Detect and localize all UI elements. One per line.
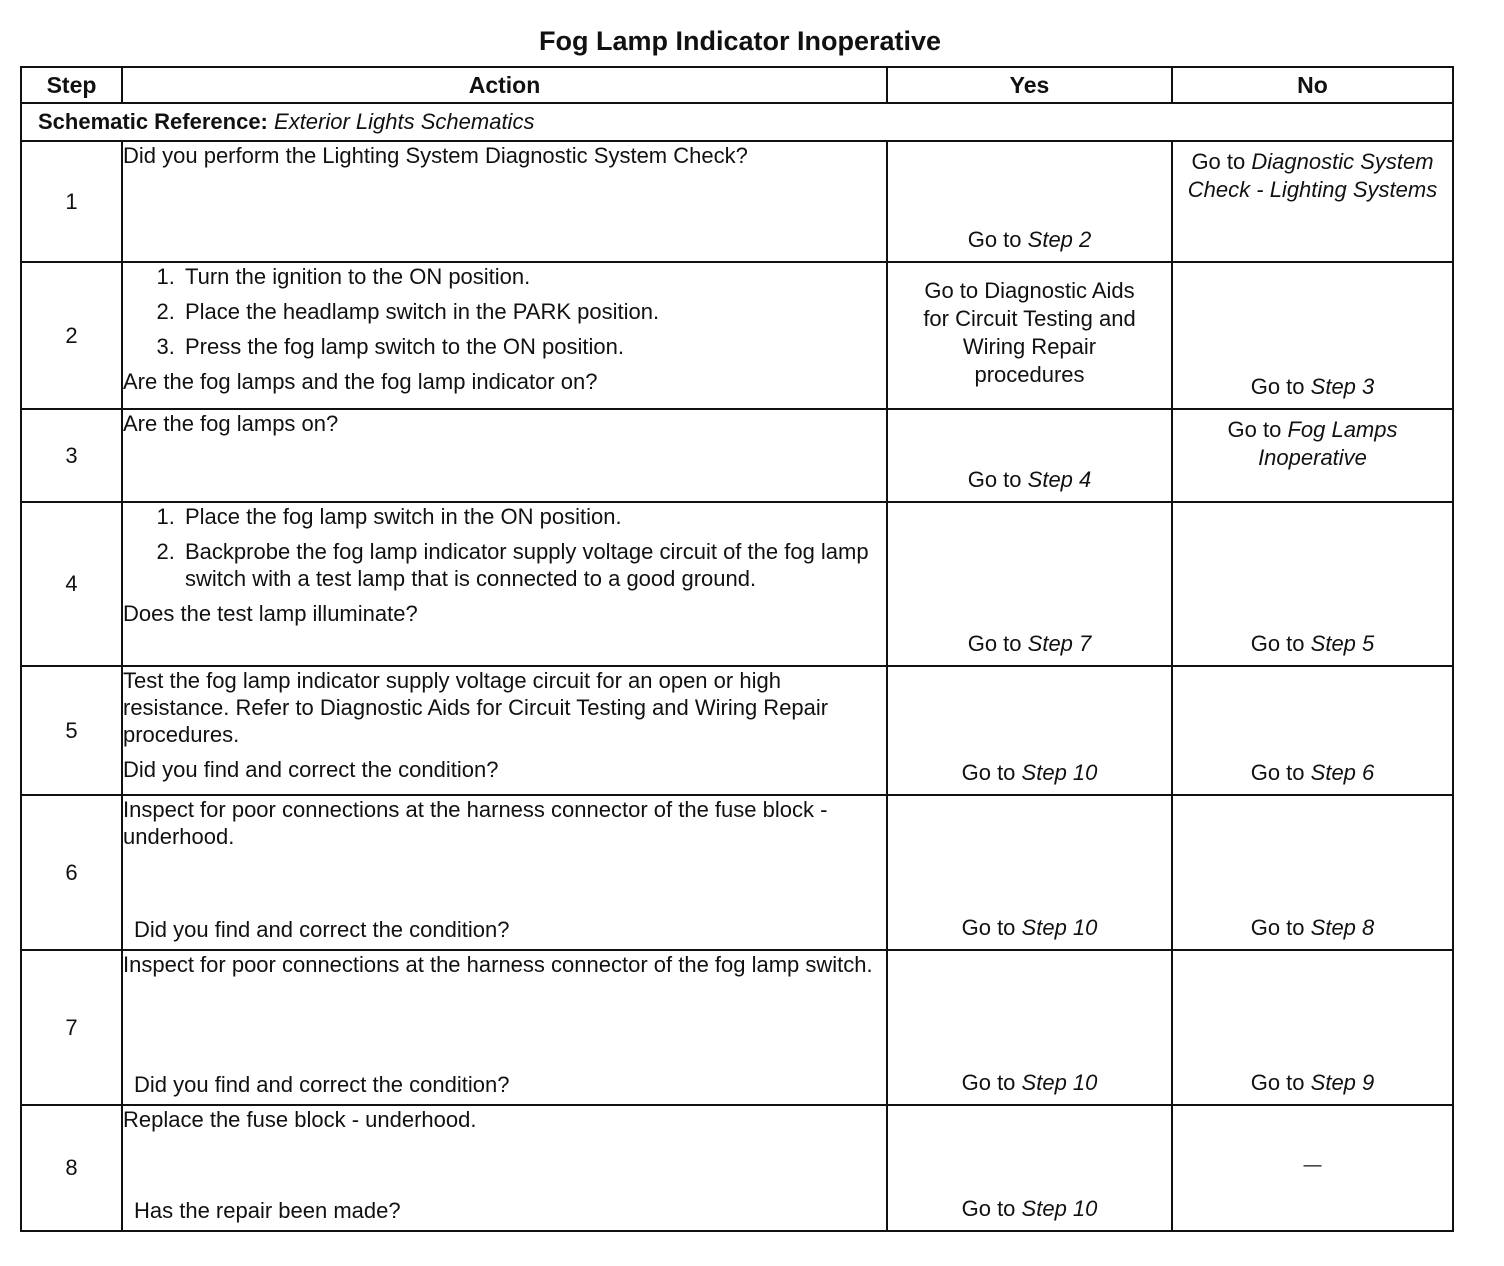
action-cell	[122, 666, 887, 795]
yes-link[interactable]: Step 10	[1021, 760, 1098, 785]
no-cell	[1172, 666, 1453, 795]
no-prefix: Go to	[1250, 1070, 1305, 1095]
action-question: Did you find and correct the condition?	[134, 1072, 510, 1097]
diagnostic-table	[20, 66, 1454, 1232]
action-text: Did you perform the Lighting System Diagnostic System Check?	[123, 143, 748, 168]
no-prefix: Go to	[1250, 374, 1305, 399]
no-cell	[1172, 950, 1453, 1105]
action-text: Replace the fuse block - underhood.	[123, 1107, 477, 1132]
step-number: 2	[21, 262, 122, 409]
action-step: 1. Place the fog lamp switch in the ON position.	[181, 503, 886, 530]
no-cell	[1172, 502, 1453, 666]
no-link[interactable]: Step 6	[1310, 760, 1375, 785]
document-title: Fog Lamp Indicator Inoperative	[538, 26, 942, 56]
action-text: Inspect for poor connections at the harness connector of the fuse block - underhood.	[123, 797, 828, 849]
table-row	[21, 262, 1453, 409]
yes-prefix: Go to	[961, 915, 1016, 940]
step-number: 3	[21, 409, 122, 502]
action-question: Does the test lamp illuminate?	[123, 601, 418, 626]
table-row	[21, 795, 1453, 950]
schematic-reference-link[interactable]: Exterior Lights Schematics	[274, 109, 535, 134]
yes-link[interactable]: Step 10	[1021, 915, 1098, 940]
action-question: Are the fog lamps and the fog lamp indicator on?	[123, 369, 598, 394]
no-cell	[1172, 795, 1453, 950]
yes-cell	[887, 262, 1172, 409]
no-link[interactable]: Step 8	[1310, 915, 1375, 940]
no-cell	[1172, 141, 1453, 262]
action-step: 2. Backprobe the fog lamp indicator supply voltage circuit of the fog lamp switch with a test lamp that is connected to a good ground.	[181, 538, 886, 592]
no-link[interactable]: Diagnostic System Check - Lighting Systems	[1187, 149, 1438, 202]
table-row	[21, 502, 1453, 666]
table-row	[21, 666, 1453, 795]
action-cell	[122, 1105, 887, 1231]
yes-cell	[887, 141, 1172, 262]
yes-prefix: Go to	[961, 1196, 1016, 1221]
yes-prefix: Go to	[961, 760, 1016, 785]
yes-prefix: Go to	[967, 631, 1022, 656]
no-action-dash: —	[1303, 1154, 1322, 1175]
action-cell	[122, 409, 887, 502]
no-prefix: Go to	[1250, 760, 1305, 785]
action-question: Did you find and correct the condition?	[134, 917, 510, 942]
no-cell	[1172, 409, 1453, 502]
yes-cell	[887, 502, 1172, 666]
no-link[interactable]: Step 5	[1310, 631, 1375, 656]
yes-link[interactable]: Go to Diagnostic Aids for Circuit Testing and Wiring Repair procedures	[923, 278, 1136, 387]
yes-cell	[887, 1105, 1172, 1231]
no-prefix: Go to	[1227, 417, 1282, 442]
header-row	[21, 67, 1453, 103]
step-number: 5	[21, 666, 122, 795]
no-link[interactable]: Fog Lamps Inoperative	[1258, 417, 1398, 470]
no-prefix: Go to	[1191, 149, 1246, 174]
yes-link[interactable]: Step 10	[1021, 1070, 1098, 1095]
action-text: Test the fog lamp indicator supply voltage circuit for an open or high resistance. Refer to Diagnostic Aids for Circuit Testing and Wiring Repair procedures.	[123, 668, 829, 747]
schematic-reference-row	[21, 103, 1453, 141]
yes-cell	[887, 795, 1172, 950]
yes-cell	[887, 409, 1172, 502]
column-header-step: Step	[21, 67, 122, 103]
table-row	[21, 141, 1453, 262]
column-header-action: Action	[122, 67, 887, 103]
schematic-reference	[21, 103, 1453, 141]
yes-link[interactable]: Step 2	[1027, 227, 1092, 252]
action-steps-list	[123, 503, 886, 592]
table-row	[21, 950, 1453, 1105]
no-cell	[1172, 1105, 1453, 1231]
yes-link[interactable]: Step 7	[1027, 631, 1092, 656]
yes-prefix: Go to	[967, 227, 1022, 252]
yes-link[interactable]: Step 10	[1021, 1196, 1098, 1221]
step-number: 7	[21, 950, 122, 1105]
yes-prefix: Go to	[967, 467, 1022, 492]
no-cell	[1172, 262, 1453, 409]
yes-prefix: Go to	[961, 1070, 1016, 1095]
table-row	[21, 409, 1453, 502]
action-question: Did you find and correct the condition?	[123, 757, 499, 782]
action-step: 2. Place the headlamp switch in the PARK position.	[181, 298, 886, 325]
column-header-no: No	[1172, 67, 1453, 103]
yes-link[interactable]: Step 4	[1027, 467, 1092, 492]
action-text: Are the fog lamps on?	[123, 411, 339, 436]
step-number: 4	[21, 502, 122, 666]
action-cell	[122, 950, 887, 1105]
step-number: 8	[21, 1105, 122, 1231]
action-cell	[122, 262, 887, 409]
action-cell	[122, 502, 887, 666]
action-step: 1. Turn the ignition to the ON position.	[181, 263, 886, 290]
action-cell	[122, 141, 887, 262]
action-step: 3. Press the fog lamp switch to the ON position.	[181, 333, 886, 360]
step-number: 6	[21, 795, 122, 950]
action-cell	[122, 795, 887, 950]
step-number: 1	[21, 141, 122, 262]
no-prefix: Go to	[1250, 631, 1305, 656]
no-link[interactable]: Step 3	[1310, 374, 1375, 399]
action-steps-list	[123, 263, 886, 360]
yes-cell	[887, 666, 1172, 795]
column-header-yes: Yes	[887, 67, 1172, 103]
action-text: Inspect for poor connections at the harness connector of the fog lamp switch.	[123, 952, 873, 977]
table-row	[21, 1105, 1453, 1231]
action-question: Has the repair been made?	[134, 1198, 401, 1223]
no-prefix: Go to	[1250, 915, 1305, 940]
schematic-reference-label: Schematic Reference:	[38, 109, 268, 134]
yes-cell	[887, 950, 1172, 1105]
no-link[interactable]: Step 9	[1310, 1070, 1375, 1095]
